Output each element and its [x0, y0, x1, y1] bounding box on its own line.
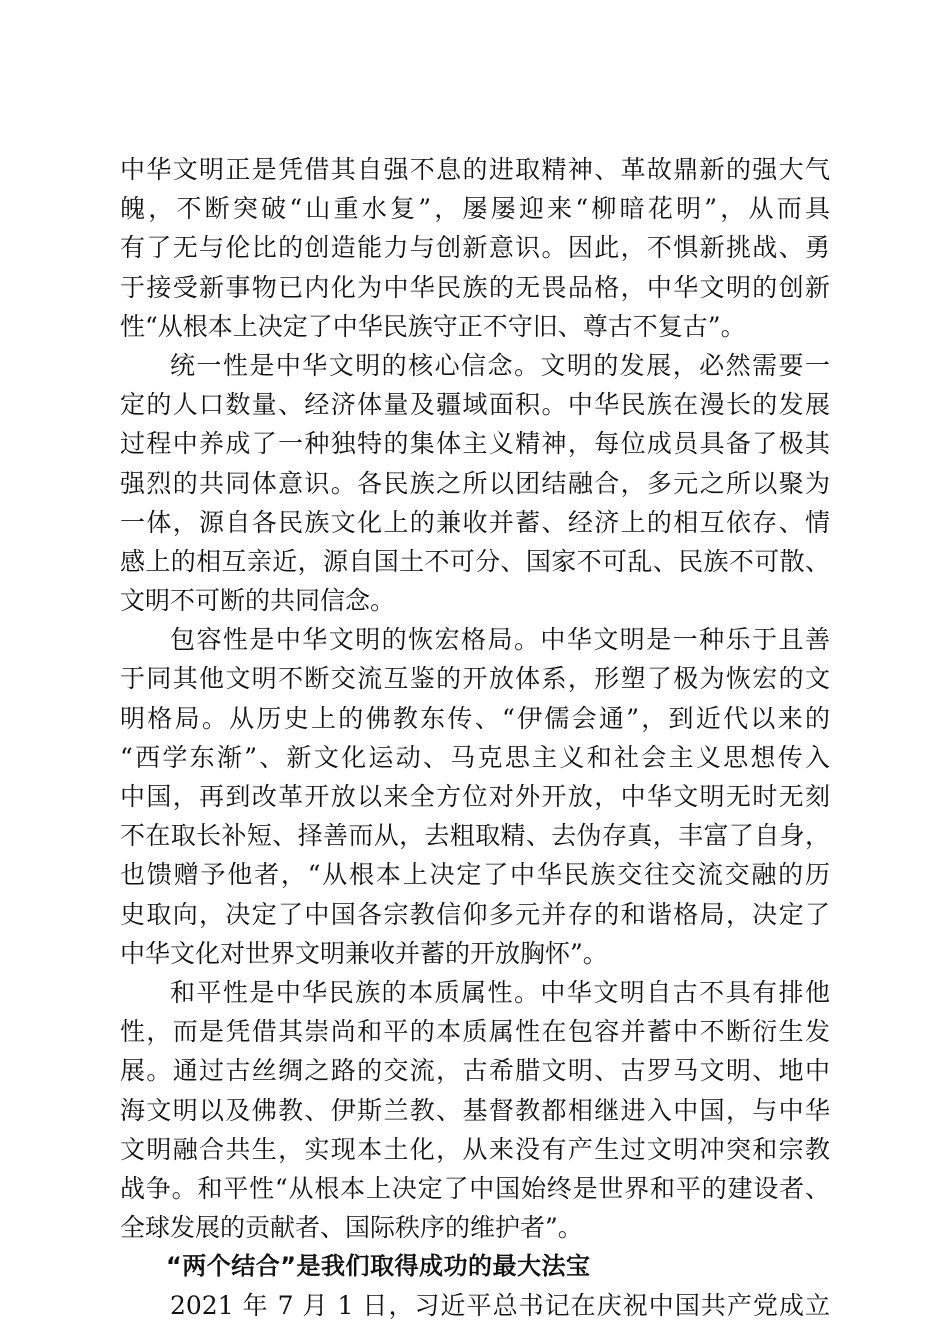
section-heading: “两个结合”是我们取得成功的最大法宝	[166, 1252, 591, 1281]
text-line: 中华文化对世界文明兼收并蓄的开放胸怀”。	[120, 938, 608, 968]
paragraph-peace	[120, 973, 830, 1247]
text-line: “西学东渐”、新文化运动、马克思主义和社会主义思想传入	[120, 742, 830, 772]
text-line: 性“从根本上决定了中华民族守正不守旧、尊古不复古”。	[120, 311, 746, 341]
text-line: 和平性是中华民族的本质属性。中华文明自古不具有排他	[170, 977, 830, 1007]
text-line: 中华文明正是凭借其自强不息的进取精神、革故鼎新的强大气	[120, 155, 830, 184]
text-line: 有了无与伦比的创造能力与创新意识。因此，不惧新挑战、勇	[120, 233, 830, 263]
text-line: 强烈的共同体意识。各民族之所以团结融合，多元之所以聚为	[120, 468, 830, 498]
text-line: 文明融合共生，实现本土化，从来没有产生过文明冲突和宗教	[120, 1134, 830, 1164]
text-line: 定的人口数量、经济体量及疆域面积。中华民族在漫长的发展	[120, 390, 830, 420]
text-line: 于同其他文明不断交流互鉴的开放体系，形塑了极为恢宏的文	[120, 664, 830, 694]
text-line: 包容性是中华文明的恢宏格局。中华文明是一种乐于且善	[170, 625, 830, 655]
document-body	[120, 150, 830, 1326]
text-line: 感上的相互亲近，源自国土不可分、国家不可乱、民族不可散、	[120, 546, 830, 576]
text-line: 统一性是中华文明的核心信念。文明的发展，必然需要一	[170, 350, 830, 380]
text-line: 海文明以及佛教、伊斯兰教、基督教都相继进入中国，与中华	[120, 1095, 830, 1125]
paragraph-inclusiveness	[120, 620, 830, 973]
text-line: 魄，不断突破“山重水复”，屡屡迎来“柳暗花明”，从而具	[120, 194, 830, 224]
text-line: 一体，源自各民族文化上的兼收并蓄、经济上的相互依存、情	[120, 507, 830, 537]
text-line: 中国，再到改革开放以来全方位对外开放，中华文明无时无刻	[120, 782, 830, 811]
text-line: 也馈赠予他者，“从根本上决定了中华民族交往交流交融的历	[120, 860, 830, 890]
text-line: 展。通过古丝绸之路的交流，古希腊文明、古罗马文明、地中	[120, 1056, 830, 1086]
text-line: 于接受新事物已内化为中华民族的无畏品格，中华文明的创新	[120, 272, 830, 302]
text-line: 不在取长补短、择善而从，去粗取精、去伪存真，丰富了自身，	[120, 821, 830, 851]
text-line: 全球发展的贡献者、国际秩序的维护者”。	[120, 1213, 583, 1243]
text-line: 文明不可断的共同信念。	[120, 586, 396, 616]
text-line: 过程中养成了一种独特的集体主义精神，每位成员具备了极其	[120, 429, 830, 459]
paragraph-two-integrations	[120, 1286, 830, 1325]
text-line: 明格局。从历史上的佛教东传、“伊儒会通”，到近代以来的	[120, 703, 830, 733]
text-line: 战争。和平性“从根本上决定了中国始终是世界和平的建设者、	[120, 1173, 830, 1203]
text-line: 2021 年 7 月 1 日，习近平总书记在庆祝中国共产党成立	[170, 1291, 830, 1321]
paragraph-unity	[120, 346, 830, 620]
text-line: 性，而是凭借其崇尚和平的本质属性在包容并蓄中不断衍生发	[120, 1017, 830, 1047]
paragraph-innovation	[120, 150, 830, 346]
text-line: 史取向，决定了中国各宗教信仰多元并存的和谐格局，决定了	[120, 899, 830, 929]
